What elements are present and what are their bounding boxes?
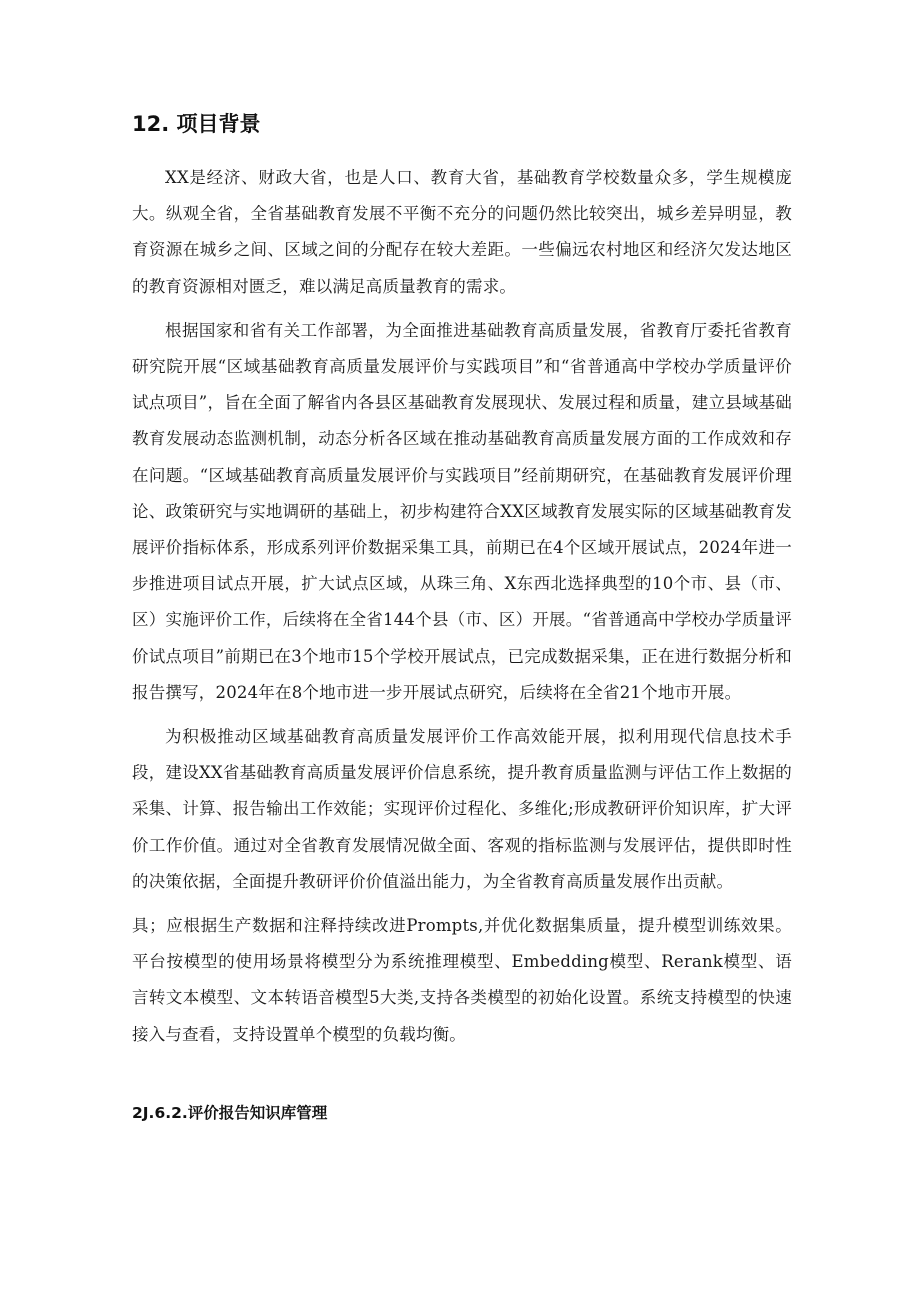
paragraph-province-overview: XX是经济、财政大省，也是人口、教育大省，基础教育学校数量众多，学生规模庞大。纵观全省，全省基础教育发展不平衡不充分的问题仍然比较突出，城乡差异明显，教育资源在城乡之间、区域之间的分配存在较大差距。一些偏远农村地区和经济欠发达地区的教育资源相对匮乏，难以满足高质量教育的需求。 xyxy=(132,168,792,296)
paragraph-model-platform: 具；应根据生产数据和注释持续改进Prompts,并优化数据集质量，提升模型训练效果。平台按模型的使用场景将模型分为系统推理模型、Embedding模型、Rerank模型、语言转文本模型、文本转语音模型5大类,支持各类模型的初始化设置。系统支持模型的快速接入与查看，支持设置单个模型的负载均衡。 xyxy=(132,916,792,1044)
paragraph-project-deployment: 根据国家和省有关工作部署，为全面推进基础教育高质量发展，省教育厅委托省教育研究院开展“区域基础教育高质量发展评价与实践项目”和“省普通高中学校办学质量评价试点项目”，旨在全面了解省内各县区基础教育发展现状、发展过程和质量，建立县域基础教育发展动态监测机制，动态分析各区域在推动基础教育高质量发展方面的工作成效和存在问题。“区域基础教育高质量发展评价与实践项目”经前期研究，在基础教育发展评价理论、政策研究与实地调研的基础上，初步构建符合XX区域教育发展实际的区域基础教育发展评价指标体系，形成系列评价数据采集工具，前期已在4个区域开展试点，2024年进一步推进项目试点开展，扩大试点区域，从珠三角、X东西北选择典型的10个市、县（市、区）实施评价工作，后续将在全省144个县（市、区）开展。“省普通高中学校办学质量评价试点项目”前期已在3个地市15个学校开展试点，已完成数据采集，正在进行数据分析和报告撰写，2024年在8个地市进一步开展试点研究，后续将在全省21个地市开展。 xyxy=(132,320,792,702)
subsection-heading: 2J.6.2.评价报告知识库管理 xyxy=(132,1104,328,1122)
paragraph-system-construction: 为积极推动区域基础教育高质量发展评价工作高效能开展，拟利用现代信息技术手段，建设XX省基础教育高质量发展评价信息系统，提升教育质量监测与评估工作上数据的采集、计算、报告输出工作效能；实现评价过程化、多维化;形成教研评价知识库，扩大评价工作价值。通过对全省教育发展情况做全面、客观的指标监测与发展评估，提供即时性的决策依据，全面提升教研评价价值溢出能力，为全省教育高质量发展作出贡献。 xyxy=(132,727,792,891)
section-heading xyxy=(132,108,261,138)
section-number: 12. xyxy=(132,112,170,136)
body-text xyxy=(132,160,792,1061)
section-title: 项目背景 xyxy=(176,112,261,136)
